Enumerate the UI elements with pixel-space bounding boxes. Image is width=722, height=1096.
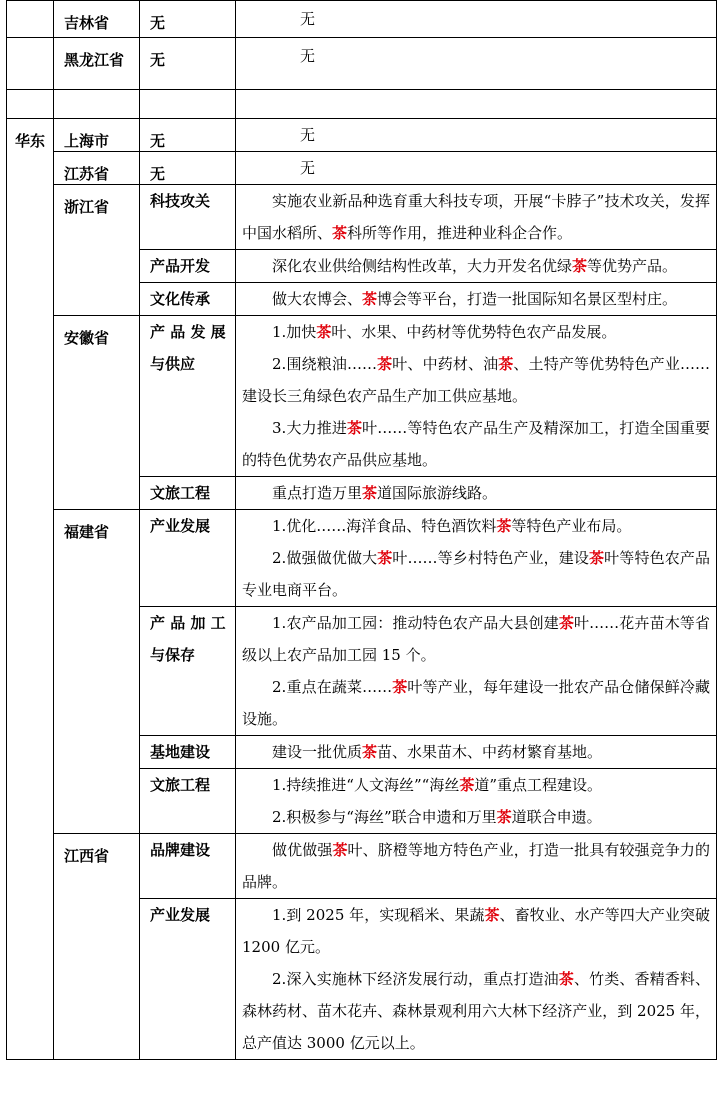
content-cell	[236, 510, 717, 607]
highlight-text: 茶	[496, 808, 512, 826]
content-cell: 无	[236, 152, 717, 185]
spacer-cell	[236, 90, 717, 119]
category-cell: 无	[140, 152, 236, 185]
spacer-cell	[7, 90, 54, 119]
highlight-text: 茶	[459, 776, 475, 794]
content-paragraph: 做大农博会、茶博会等平台，打造一批国际知名景区型村庄。	[272, 290, 678, 308]
category-cell: 文旅工程	[140, 477, 236, 510]
policy-table	[6, 0, 717, 1060]
content-cell	[236, 477, 717, 510]
content-paragraph: 建设一批优质茶苗、水果苗木、中药材繁育基地。	[272, 743, 603, 761]
province-cell: 福建省	[54, 510, 140, 834]
spacer-row	[7, 90, 717, 119]
spacer-cell	[54, 90, 140, 119]
table-row	[7, 119, 717, 152]
content-paragraph: 2.深入实施林下经济发展行动，重点打造油茶、竹类、香精香料、森林药材、苗木花卉、森林景观利用六大林下经济产业，到 2025 年，总产值达 3000 亿元以上。	[242, 970, 710, 1052]
content-cell: 无	[236, 119, 717, 152]
content-cell	[236, 607, 717, 736]
content-cell	[236, 899, 717, 1060]
category-cell: 产 品 加 工 与保存	[140, 607, 236, 736]
table-row	[7, 152, 717, 185]
content-cell	[236, 250, 717, 283]
table-row	[7, 1, 717, 38]
content-cell	[236, 283, 717, 316]
content-paragraph: 1.优化……海洋食品、特色酒饮料茶等特色产业布局。	[272, 517, 632, 535]
content-cell	[236, 316, 717, 477]
highlight-text: 茶	[498, 355, 514, 373]
content-paragraph: 1.持续推进“人文海丝”“海丝茶道”重点工程建设。	[272, 776, 603, 794]
category-cell: 品牌建设	[140, 834, 236, 899]
highlight-text: 茶	[558, 970, 574, 988]
category-cell: 产 品 发 展 与供应	[140, 316, 236, 477]
content-cell: 无	[236, 1, 717, 38]
province-cell: 安徽省	[54, 316, 140, 510]
highlight-text: 茶	[589, 549, 605, 567]
table-row	[7, 316, 717, 477]
category-cell: 产业发展	[140, 899, 236, 1060]
table-row	[7, 185, 717, 250]
highlight-text: 茶	[316, 323, 332, 341]
content-paragraph: 1.农产品加工园：推动特色农产品大县创建茶叶……花卉苗木等省级以上农产品加工园 15 个。	[242, 614, 710, 664]
category-cell: 无	[140, 119, 236, 152]
content-paragraph: 2.做强做优做大茶叶……等乡村特色产业，建设茶叶等特色农产品专业电商平台。	[242, 549, 710, 599]
highlight-text: 茶	[347, 419, 363, 437]
highlight-text: 茶	[558, 614, 575, 632]
content-paragraph: 2.积极参与“海丝”联合申遗和万里茶道联合申遗。	[272, 808, 602, 826]
highlight-text: 茶	[332, 224, 348, 242]
content-cell	[236, 834, 717, 899]
table-row	[7, 834, 717, 899]
province-cell: 江苏省	[54, 152, 140, 185]
province-cell: 浙江省	[54, 185, 140, 316]
highlight-text: 茶	[377, 355, 393, 373]
highlight-text: 茶	[362, 484, 378, 502]
highlight-text: 茶	[484, 906, 500, 924]
category-cell: 产品开发	[140, 250, 236, 283]
table-row	[7, 38, 717, 90]
highlight-text: 茶	[496, 517, 512, 535]
content-cell	[236, 185, 717, 250]
highlight-text: 茶	[362, 290, 378, 308]
spacer-cell	[140, 90, 236, 119]
content-cell	[236, 769, 717, 834]
highlight-text: 茶	[362, 743, 378, 761]
content-paragraph: 3.大力推进茶叶……等特色农产品生产及精深加工，打造全国重要的特色优势农产品供应基地。	[242, 419, 710, 469]
category-cell: 无	[140, 1, 236, 38]
table-row	[7, 510, 717, 607]
region-cell	[7, 1, 54, 38]
highlight-text: 茶	[392, 678, 408, 696]
category-cell: 基地建设	[140, 736, 236, 769]
category-cell: 文旅工程	[140, 769, 236, 834]
region-cell: 华东	[7, 119, 54, 1060]
content-cell: 无	[236, 38, 717, 90]
province-cell: 江西省	[54, 834, 140, 1060]
content-paragraph: 2.重点在蔬菜……茶叶等产业，每年建设一批农产品仓储保鲜冷藏设施。	[242, 678, 710, 728]
province-cell: 上海市	[54, 119, 140, 152]
content-paragraph: 重点打造万里茶道国际旅游线路。	[272, 484, 498, 502]
content-paragraph: 1.加快茶叶、水果、中药材等优势特色农产品发展。	[272, 323, 617, 341]
region-cell	[7, 38, 54, 90]
content-paragraph: 1.到 2025 年，实现稻米、果蔬茶、畜牧业、水产等四大产业突破 1200 亿元。	[242, 906, 710, 956]
highlight-text: 茶	[572, 257, 588, 275]
content-paragraph: 实施农业新品种选育重大科技专项，开展“卡脖子”技术攻关，发挥中国水稻所、茶科所等作用，推进种业科企合作。	[242, 192, 710, 242]
content-paragraph: 深化农业供给侧结构性改革，大力开发名优绿茶等优势产品。	[272, 257, 678, 275]
category-cell: 文化传承	[140, 283, 236, 316]
category-cell: 无	[140, 38, 236, 90]
category-cell: 科技攻关	[140, 185, 236, 250]
highlight-text: 茶	[377, 549, 393, 567]
content-cell	[236, 736, 717, 769]
content-paragraph: 做优做强茶叶、脐橙等地方特色产业，打造一批具有较强竞争力的品牌。	[242, 841, 710, 891]
content-paragraph: 2.围绕粮油……茶叶、中药材、油茶、土特产等优势特色产业……建设长三角绿色农产品生产加工供应基地。	[242, 355, 710, 405]
province-cell: 吉林省	[54, 1, 140, 38]
category-cell: 产业发展	[140, 510, 236, 607]
province-cell: 黑龙江省	[54, 38, 140, 90]
highlight-text: 茶	[332, 841, 348, 859]
